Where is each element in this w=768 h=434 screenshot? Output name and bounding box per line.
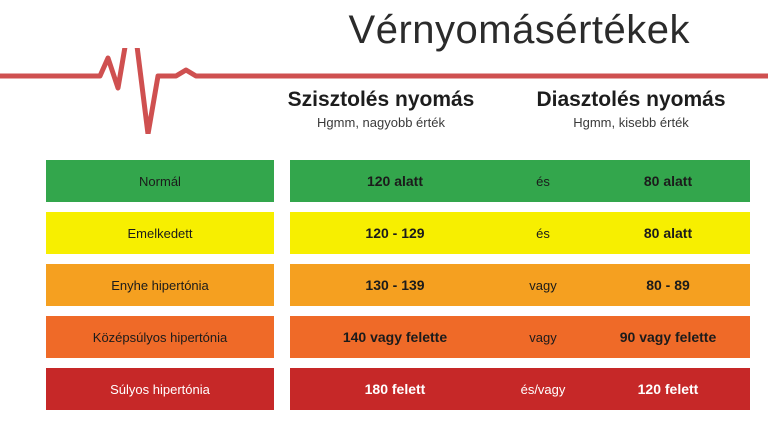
category-label: Középsúlyos hipertónia bbox=[46, 316, 274, 358]
diastolic-heading-sub: Hgmm, kisebb érték bbox=[573, 115, 689, 130]
connector-label: és bbox=[536, 173, 550, 189]
systolic-value: 180 felett bbox=[364, 381, 426, 397]
connector-label: és/vagy bbox=[520, 381, 566, 397]
column-heading-systolic bbox=[262, 88, 500, 130]
table-row bbox=[0, 212, 768, 254]
systolic-heading-sub: Hgmm, nagyobb érték bbox=[317, 115, 445, 130]
category-label: Enyhe hipertónia bbox=[46, 264, 274, 306]
diastolic-heading-main: Diasztolés nyomás bbox=[536, 88, 726, 111]
value-group bbox=[290, 212, 750, 254]
value-group bbox=[290, 264, 750, 306]
diastolic-value: 90 vagy felette bbox=[619, 329, 717, 345]
diastolic-value: 120 felett bbox=[637, 381, 699, 397]
table-row bbox=[0, 160, 768, 202]
diastolic-value: 80 alatt bbox=[643, 225, 693, 241]
systolic-value: 120 - 129 bbox=[365, 225, 425, 241]
page-title: Vérnyomásértékek bbox=[348, 8, 690, 52]
value-group bbox=[290, 316, 750, 358]
connector-label: vagy bbox=[529, 329, 557, 345]
table-row bbox=[0, 264, 768, 306]
connector-label: vagy bbox=[529, 277, 557, 293]
diastolic-value: 80 alatt bbox=[643, 173, 693, 189]
systolic-value: 140 vagy felette bbox=[342, 329, 448, 345]
category-label: Emelkedett bbox=[46, 212, 274, 254]
diastolic-value: 80 - 89 bbox=[646, 277, 690, 293]
blood-pressure-table bbox=[0, 160, 768, 420]
column-heading-diastolic bbox=[512, 88, 750, 130]
systolic-value: 130 - 139 bbox=[365, 277, 425, 293]
category-label: Súlyos hipertónia bbox=[46, 368, 274, 410]
category-label: Normál bbox=[46, 160, 274, 202]
systolic-heading-main: Szisztolés nyomás bbox=[287, 88, 475, 111]
systolic-value: 120 alatt bbox=[366, 173, 424, 189]
column-headings bbox=[0, 88, 768, 150]
table-row bbox=[0, 316, 768, 358]
value-group bbox=[290, 160, 750, 202]
value-group bbox=[290, 368, 750, 410]
header bbox=[0, 0, 768, 86]
table-row bbox=[0, 368, 768, 410]
connector-label: és bbox=[536, 225, 550, 241]
